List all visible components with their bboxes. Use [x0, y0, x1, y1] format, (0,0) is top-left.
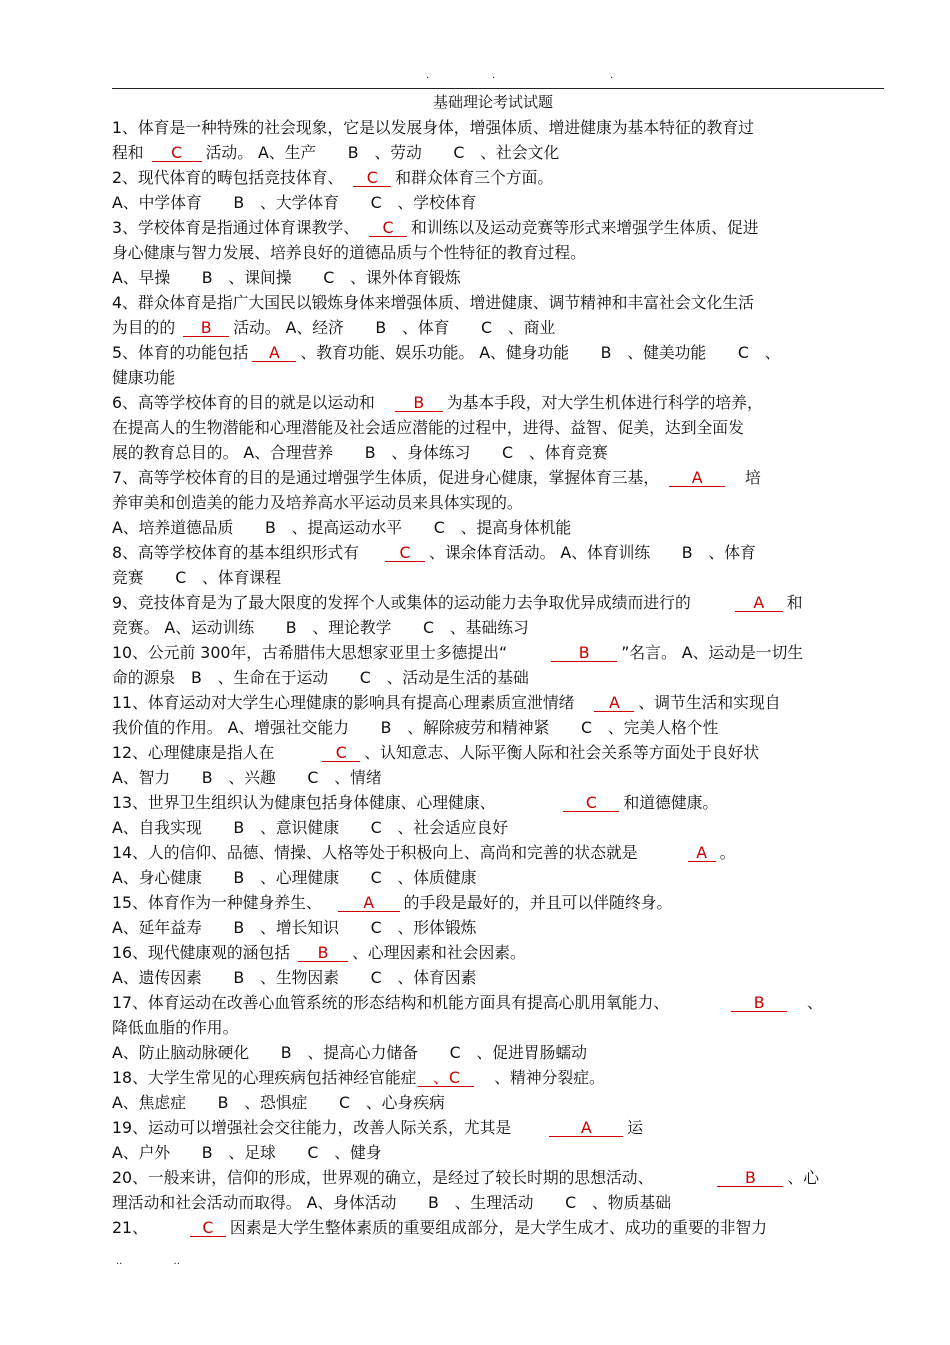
- text-line: [112, 940, 884, 965]
- footer-dot: ..: [173, 1256, 180, 1267]
- line-text: 10、公元前 300年，古希腊伟大思想家亚里士多德提出“: [112, 643, 508, 662]
- text-line: [112, 865, 884, 890]
- text-line: [112, 1015, 884, 1040]
- text-line: [112, 915, 884, 940]
- header-rule: [112, 88, 884, 89]
- line-text: 竞赛 C 、体育课程: [112, 568, 281, 587]
- line-text: 19、运动可以增强社会交往能力，改善人际关系，尤其是: [112, 1118, 512, 1137]
- header-dots: [0, 70, 950, 84]
- text-line: [112, 415, 884, 440]
- line-text-after: 运: [627, 1118, 644, 1137]
- text-line: [112, 1165, 884, 1190]
- text-line: [112, 165, 884, 190]
- text-line: [112, 1190, 884, 1215]
- line-text: 16、现代健康观的涵包括: [112, 943, 291, 962]
- line-text: 17、体育运动在改善心血管系统的形态结构和机能方面具有提高心肌用氧能力、: [112, 993, 670, 1012]
- line-text: 13、世界卫生组织认为健康包括身体健康、心理健康、: [112, 793, 496, 812]
- line-text: 我价值的作用。 A、增强社交能力 B 、解除疲劳和精神紧 C 、完美人格个性: [112, 718, 719, 737]
- line-text-after: 培: [729, 468, 761, 487]
- line-text-after: 的手段是最好的，并且可以伴随终身。: [403, 893, 673, 912]
- text-line: [112, 1040, 884, 1065]
- line-text: 4、群众体育是指广大国民以锻炼身体来增强体质、增进健康、调节精神和丰富社会文化生活: [112, 293, 754, 312]
- line-text-after: 因素是大学生整体素质的重要组成部分，是大学生成才、成功的重要的非智力: [229, 1218, 768, 1237]
- answer-blank: A: [338, 894, 400, 912]
- line-text: 15、体育作为一种健身养生、: [112, 893, 322, 912]
- text-line: [112, 640, 884, 665]
- text-line: [112, 490, 884, 515]
- header-dot: .: [426, 70, 430, 81]
- answer-blank: C: [353, 169, 391, 187]
- line-text: 程和: [112, 143, 144, 162]
- line-text: 2、现代体育的畴包括竞技体育、: [112, 168, 344, 187]
- line-text-after: 活动。 A、生产 B 、劳动 C 、社会文化: [205, 143, 560, 162]
- line-text: A、防止脑动脉硬化 B 、提高心力储备 C 、促进胃肠蠕动: [112, 1043, 587, 1062]
- text-line: [112, 315, 884, 340]
- line-text: 身心健康与智力发展、培养良好的道德品质与个性特征的教育过程。: [112, 243, 586, 262]
- text-line: [112, 590, 884, 615]
- line-text-after: 活动。 A、经济 B 、体育 C 、商业: [233, 318, 556, 337]
- line-text-after: 和群众体育三个方面。: [395, 168, 554, 187]
- line-text: 7、高等学校体育的目的是通过增强学生体质，促进身心健康，掌握体育三基，: [112, 468, 660, 487]
- text-line: [112, 1065, 884, 1090]
- line-text: 20、一般来讲，信仰的形成，世界观的确立，是经过了较长时期的思想活动、: [112, 1168, 654, 1187]
- line-text-after: ”名言。 A、运动是一切生: [621, 643, 804, 662]
- answer-blank: B: [731, 994, 787, 1012]
- text-line: [112, 540, 884, 565]
- question-list: [112, 115, 884, 1240]
- line-text-after: 。: [719, 843, 736, 862]
- line-text: 8、高等学校体育的基本组织形式有: [112, 543, 360, 562]
- answer-blank: A: [252, 344, 296, 362]
- text-line: [112, 765, 884, 790]
- line-text: A、户外 B 、足球 C 、健身: [112, 1143, 382, 1162]
- line-text: 14、人的信仰、品德、情操、人格等处于积极向上、高尚和完善的状态就是: [112, 843, 638, 862]
- footer-dot: ..: [116, 1256, 123, 1267]
- line-text-after: 和: [786, 593, 803, 612]
- line-text: A、身心健康 B 、心理健康 C 、体质健康: [112, 868, 477, 887]
- line-text-after: 、调节生活和实现自: [638, 693, 781, 712]
- text-line: [112, 840, 884, 865]
- text-line: [112, 615, 884, 640]
- text-line: [112, 290, 884, 315]
- text-line: [112, 340, 884, 365]
- text-line: [112, 665, 884, 690]
- line-text-after: 、心: [787, 1168, 820, 1187]
- text-line: [112, 1090, 884, 1115]
- text-line: [112, 190, 884, 215]
- line-text: 5、体育的功能包括: [112, 343, 249, 362]
- answer-blank: A: [669, 469, 725, 487]
- line-text-after: 和道德健康。: [623, 793, 719, 812]
- answer-blank: C: [385, 544, 425, 562]
- text-line: [112, 715, 884, 740]
- answer-blank: C: [563, 794, 619, 812]
- text-line: [112, 690, 884, 715]
- answer-blank: C: [190, 1219, 226, 1237]
- text-line: [112, 1215, 884, 1240]
- text-line: [112, 390, 884, 415]
- text-line: [112, 1115, 884, 1140]
- text-line: [112, 790, 884, 815]
- text-line: [112, 215, 884, 240]
- line-text: 9、竞技体育是为了最大限度的发挥个人或集体的运动能力去争取优异成绩而进行的: [112, 593, 691, 612]
- text-line: [112, 890, 884, 915]
- text-line: [112, 265, 884, 290]
- text-line: [112, 565, 884, 590]
- line-text-after: 、心理因素和社会因素。: [352, 943, 526, 962]
- line-text: 1、体育是一种特殊的社会现象，它是以发展身体，增强体质、增进健康为基本特征的教育过: [112, 118, 754, 137]
- line-text-after: 、课余体育活动。 A、体育训练 B 、体育: [429, 543, 756, 562]
- answer-blank: A: [688, 844, 716, 862]
- answer-blank: A: [549, 1119, 623, 1137]
- line-text: 在提高人的生物潜能和心理潜能及社会适应潜能的过程中，进得、益智、促美，达到全面发: [112, 418, 744, 437]
- answer-blank: B: [717, 1169, 783, 1187]
- text-line: [112, 440, 884, 465]
- text-line: [112, 465, 884, 490]
- answer-blank: 、C: [418, 1069, 474, 1087]
- line-text-after: 、认知意志、人际平衡人际和社会关系等方面处于良好状: [364, 743, 760, 762]
- line-text-after: 和训练以及运动竞赛等形式来增强学生体质、促进: [411, 218, 759, 237]
- answer-blank: B: [395, 394, 443, 412]
- text-line: [112, 1140, 884, 1165]
- text-line: [112, 240, 884, 265]
- answer-blank: C: [369, 219, 407, 237]
- line-text: 命的源泉 B 、生命在于运动 C 、活动是生活的基础: [112, 668, 529, 687]
- line-text-after: 、教育功能、娱乐功能。 A、健身功能 B 、健美功能 C 、: [300, 343, 781, 362]
- line-text: A、延年益寿 B 、增长知识 C 、形体锻炼: [112, 918, 477, 937]
- answer-blank: B: [551, 644, 617, 662]
- answer-blank: A: [594, 694, 634, 712]
- line-text: 为目的的: [112, 318, 176, 337]
- text-line: [112, 115, 884, 140]
- line-text: 21、: [112, 1218, 148, 1237]
- answer-blank: B: [183, 319, 229, 337]
- line-text: 健康功能: [112, 368, 176, 387]
- text-line: [112, 140, 884, 165]
- header-dot: .: [610, 70, 614, 81]
- line-text: 11、体育运动对大学生心理健康的影响具有提高心理素质宣泄情绪: [112, 693, 575, 712]
- footer-dots: [116, 1256, 228, 1267]
- line-text: 理活动和社会活动而取得。 A、身体活动 B 、生理活动 C 、物质基础: [112, 1193, 671, 1212]
- text-line: [112, 990, 884, 1015]
- line-text-after: 为基本手段，对大学生机体进行科学的培养，: [446, 393, 763, 412]
- answer-blank: C: [322, 744, 360, 762]
- answer-blank: B: [298, 944, 348, 962]
- line-text: 养审美和创造美的能力及培养高水平运动员来具体实现的。: [112, 493, 523, 512]
- line-text: A、中学体育 B 、大学体育 C 、学校体育: [112, 193, 477, 212]
- line-text: A、焦虑症 B 、恐惧症 C 、心身疾病: [112, 1093, 445, 1112]
- line-text: A、自我实现 B 、意识健康 C 、社会适应良好: [112, 818, 509, 837]
- line-text: 6、高等学校体育的目的就是以运动和: [112, 393, 375, 412]
- text-line: [112, 740, 884, 765]
- page-title: 基础理论考试试题: [432, 93, 553, 111]
- line-text: 12、心理健康是指人在: [112, 743, 275, 762]
- text-line: [112, 965, 884, 990]
- text-line: [112, 515, 884, 540]
- line-text: 18、大学生常见的心理疾病包括神经官能症: [112, 1068, 417, 1087]
- text-line: [112, 365, 884, 390]
- answer-blank: A: [735, 594, 783, 612]
- line-text: A、培养道德品质 B 、提高运动水平 C 、提高身体机能: [112, 518, 572, 537]
- answer-blank: C: [152, 144, 202, 162]
- line-text: 降低血脂的作用。: [112, 1018, 239, 1037]
- line-text: A、遗传因素 B 、生物因素 C 、体育因素: [112, 968, 477, 987]
- line-text-after: 、: [791, 993, 823, 1012]
- line-text: 3、学校体育是指通过体育课教学、: [112, 218, 360, 237]
- line-text: A、早操 B 、课间操 C 、课外体育锻炼: [112, 268, 461, 287]
- line-text: A、智力 B 、兴趣 C 、情绪: [112, 768, 382, 787]
- line-text-after: 、精神分裂症。: [478, 1068, 605, 1087]
- line-text: 展的教育总目的。 A、合理营养 B 、身体练习 C 、体育竞赛: [112, 443, 608, 462]
- line-text: 竞赛。 A、运动训练 B 、理论教学 C 、基础练习: [112, 618, 529, 637]
- text-line: [112, 815, 884, 840]
- header-dot: .: [492, 70, 496, 81]
